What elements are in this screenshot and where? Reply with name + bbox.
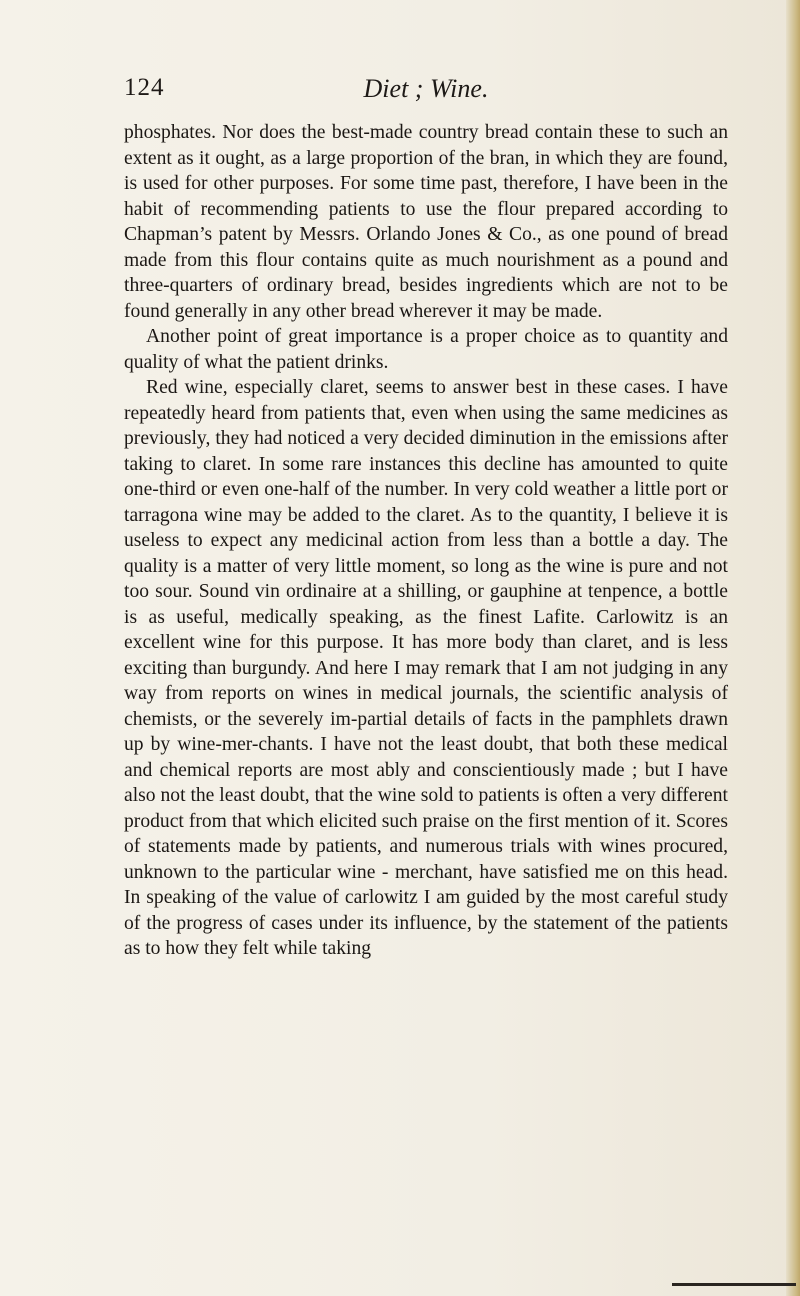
bottom-rule [672,1283,796,1286]
paragraph: Red wine, especially claret, seems to answer best in these cases. I have repeatedly heard from patients that, even when using the same medicines as previously, they had noticed a very decided diminution in the emissions after taking to claret. In some rare instances this decline has amounted to quite one-third or even one-half of the number. In very cold weather a little port or tarragona wine may be added to the claret. As to the quantity, I believe it is useless to expect any medicinal action from less than a bottle a day. The quality is a matter of very little moment, so long as the wine is pure and not too sour. Sound vin ordinaire at a shilling, or gauphine at tenpence, a bottle is as useful, medically speaking, as the finest Lafite. Carlowitz is an excellent wine for this purpose. It has more body than claret, and is less exciting than burgundy. And here I may remark that I am not judging in any way from reports on wines in medical journals, the scientific analysis of chemists, or the severely im-partial details of facts in the pamphlets drawn up by wine-mer-chants. I have not the least doubt, that both these medical and chemical reports are most ably and conscientiously made ; but I have also not the least doubt, that the wine sold to patients is often a very different product from that which elicited such praise on the first mention of it. Scores of statements made by patients, and numerous trials with wines procured, unknown to the particular wine - merchant, have satisfied me on this head. In speaking of the value of carlowitz I am guided by the most careful study of the progress of cases under its influence, by the statement of the patients as to how they felt while taking [124,377,728,959]
page-edge [786,0,800,1296]
page-header [124,74,728,114]
paragraph: phosphates. Nor does the best-made country bread contain these to such an extent as it ought, as a large proportion of the bran, in which they are found, is used for other purposes. For some time past, therefore, I have been in the habit of recommending patients to use the flour prepared according to Chapman’s patent by Messrs. Orlando Jones & Co., as one pound of bread made from this flour contains quite as much nourishment as a pound and three-quarters of ordinary bread, besides ingredients which are not to be found generally in any other bread wherever it may be made. [124,122,728,322]
body-text [124,120,728,962]
page-number: 124 [124,74,165,101]
paragraph: Another point of great importance is a proper choice as to quantity and quality of what the patient drinks. [124,326,728,373]
running-title: Diet ; Wine. [363,74,489,103]
